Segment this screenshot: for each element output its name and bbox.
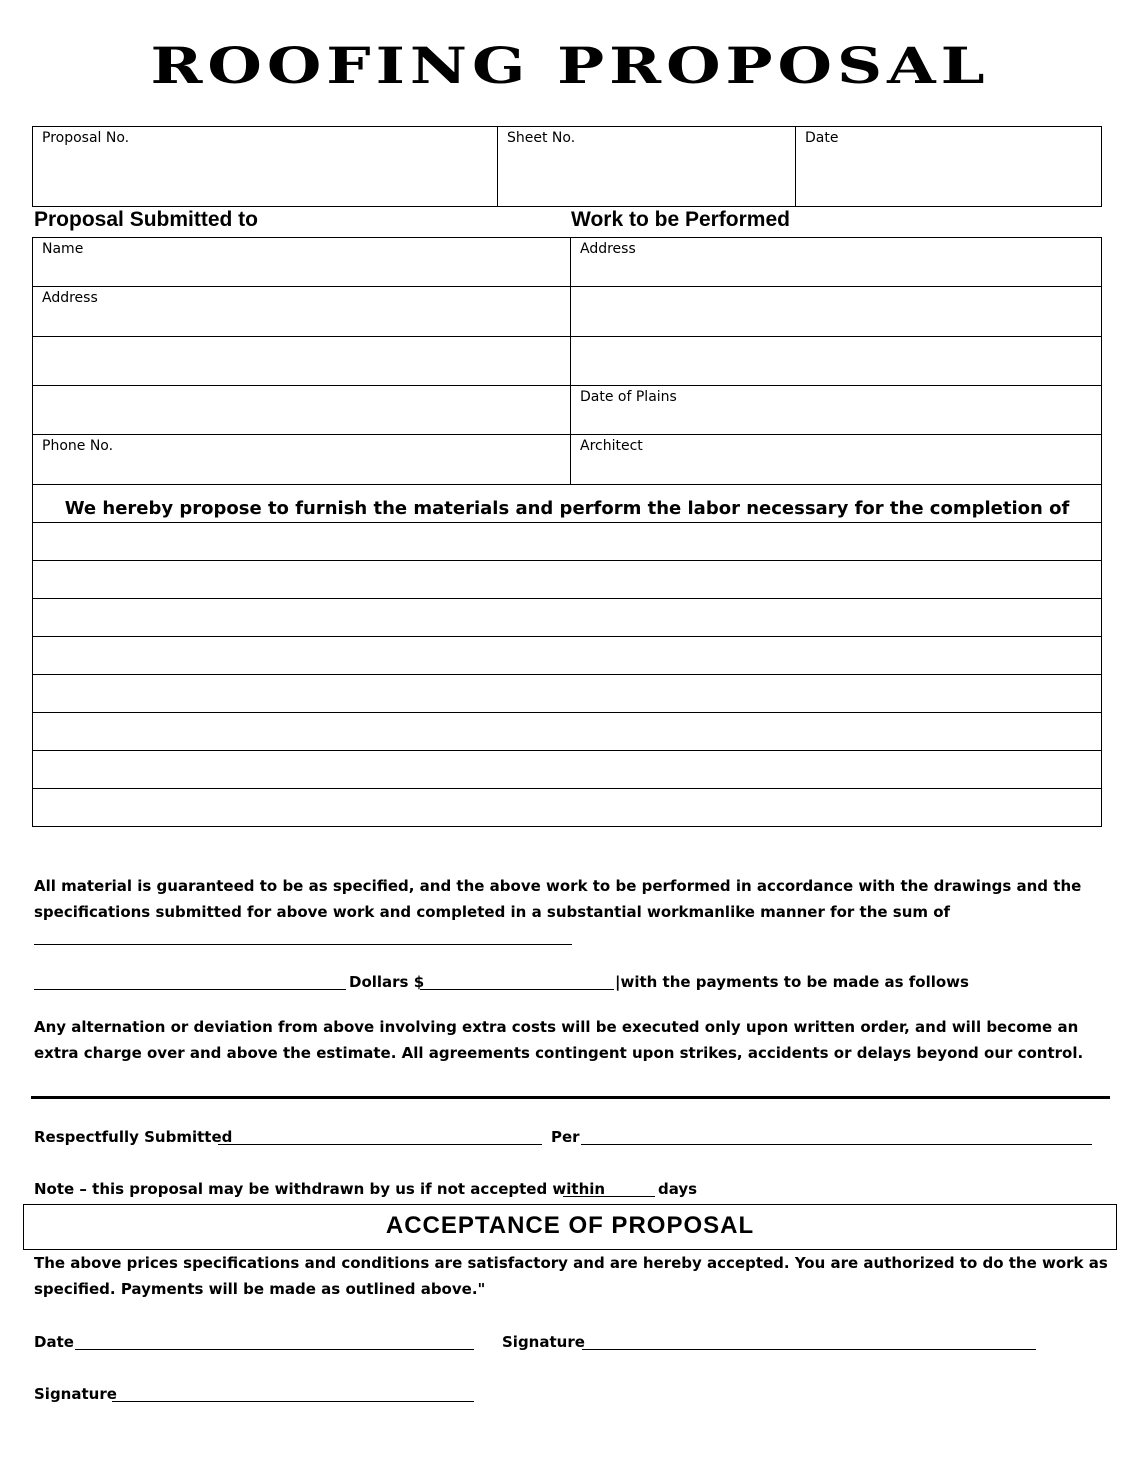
work-description-area[interactable] [33,523,1101,826]
dollars-label: Dollars $ [349,973,425,991]
work-address-line-2-field[interactable] [571,287,1101,335]
per-blank[interactable] [581,1144,1092,1145]
address-line-3-field[interactable] [33,386,569,433]
dollars-amount-blank[interactable] [420,989,614,990]
separator-line [31,1096,1110,1099]
respectfully-submitted-label: Respectfully Submitted [34,1128,233,1146]
acceptance-date-blank[interactable] [75,1349,474,1350]
architect-field[interactable] [571,455,1101,483]
address-label: Address [42,290,98,306]
date-label: Date [805,130,839,146]
date-of-plains-field[interactable] [571,406,1101,433]
acceptance-title: ACCEPTANCE OF PROPOSAL [385,1212,755,1239]
row-line [32,484,1102,485]
work-address-line-3-field[interactable] [571,337,1101,384]
name-label: Name [42,241,84,257]
address-field[interactable] [33,307,569,335]
proposal-submitted-to-heading: Proposal Submitted to [34,208,259,231]
date-field[interactable] [796,148,1101,206]
phone-label: Phone No. [42,438,114,454]
proposal-no-label: Proposal No. [42,130,130,146]
architect-label: Architect [580,438,643,454]
name-field[interactable] [33,258,569,285]
days-blank[interactable] [563,1196,655,1197]
sheet-no-label: Sheet No. [507,130,576,146]
work-address-label: Address [580,241,636,257]
sum-blank[interactable] [34,944,572,945]
phone-field[interactable] [33,455,569,483]
acceptance-signature-blank[interactable] [582,1349,1036,1350]
sheet-no-field[interactable] [498,148,794,206]
work-to-be-performed-heading: Work to be Performed [571,208,790,231]
address-line-2-field[interactable] [33,337,569,384]
acceptance-signature-label: Signature [502,1333,585,1351]
note-text: Note – this proposal may be withdrawn by us if not accepted within [34,1180,606,1198]
acceptance-date-label: Date [34,1333,74,1351]
guarantee-paragraph: All material is guaranteed to be as specified, and the above work to be performed in accordance with the drawings and the specifications submitted for above work and completed in a substantial workmanlike manner for the sum of [34,877,1082,921]
alteration-paragraph: Any alternation or deviation from above involving extra costs will be executed only upon written order, and will become an extra charge over and above the estimate. All agreements contingent upon strikes, accidents or delays beyond our control. [34,1018,1084,1062]
respectfully-submitted-blank[interactable] [218,1144,542,1145]
acceptance-paragraph: The above prices specifications and conditions are satisfactory and are hereby accepted. You are authorized to do the work as specified. Payments will be made as outlined above." [34,1254,1108,1298]
date-of-plains-label: Date of Plains [580,389,677,405]
second-signature-label: Signature [34,1385,117,1403]
days-label: days [658,1180,698,1198]
page-title: ROOFING PROPOSAL [150,36,990,95]
second-signature-blank[interactable] [112,1401,474,1402]
work-address-field[interactable] [571,258,1101,285]
dollars-words-blank[interactable] [34,989,346,990]
payments-label: |with the payments to be made as follows [615,973,969,991]
per-label: Per [551,1128,580,1146]
propose-statement: We hereby propose to furnish the materials and perform the labor necessary for the completion of [64,498,1070,519]
proposal-no-field[interactable] [33,148,496,206]
row-line [32,434,1102,435]
